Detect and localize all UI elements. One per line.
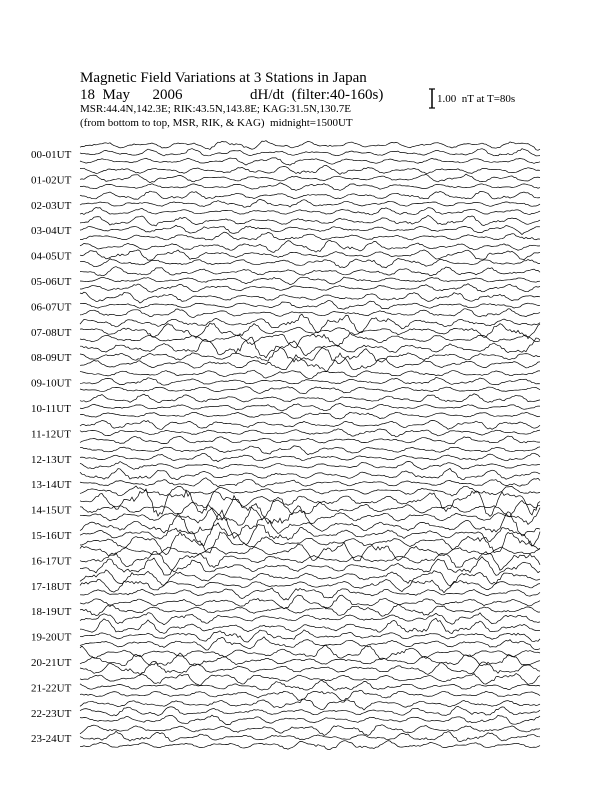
trace-rik-20-21ut bbox=[80, 653, 540, 666]
hour-label: 13-14UT bbox=[31, 479, 72, 492]
trace-rik-01-02ut bbox=[80, 174, 540, 183]
scale-bar bbox=[429, 89, 435, 108]
trace-msr-14-15ut bbox=[80, 504, 540, 525]
trace-msr-23-24ut bbox=[80, 741, 540, 750]
trace-kag-11-12ut bbox=[80, 420, 540, 429]
hour-label: 00-01UT bbox=[31, 149, 72, 161]
trace-rik-21-22ut bbox=[80, 680, 540, 690]
trace-rik-13-14ut bbox=[80, 478, 540, 487]
hour-label: 15-16UT bbox=[31, 530, 72, 542]
trace-msr-22-23ut bbox=[80, 715, 540, 725]
hour-label: 06-07UT bbox=[31, 301, 72, 314]
trace-kag-10-11ut bbox=[80, 394, 540, 403]
hour-label: 03-04UT bbox=[31, 225, 72, 238]
trace-msr-19-20ut bbox=[80, 637, 540, 650]
hour-label: 10-11UT bbox=[31, 403, 71, 415]
hour-label: 01-02UT bbox=[31, 174, 72, 187]
trace-kag-22-23ut bbox=[80, 699, 540, 710]
hour-label: 21-22UT bbox=[31, 682, 72, 695]
trace-rik-02-03ut bbox=[80, 199, 540, 207]
trace-rik-11-12ut bbox=[80, 429, 540, 437]
trace-rik-06-07ut bbox=[80, 301, 540, 310]
trace-msr-09-10ut bbox=[80, 387, 540, 394]
trace-msr-02-03ut bbox=[80, 208, 540, 215]
trace-kag-00-01ut bbox=[80, 141, 540, 151]
hour-label: 17-18UT bbox=[31, 580, 72, 593]
chart-title: Magnetic Field Variations at 3 Stations in Japan bbox=[80, 70, 367, 86]
quantity-label: dH/dt (filter:40-160s) bbox=[250, 87, 384, 103]
traces bbox=[80, 141, 540, 750]
trace-msr-12-13ut bbox=[80, 462, 540, 470]
trace-kag-15-16ut bbox=[80, 510, 540, 538]
trace-rik-03-04ut bbox=[80, 225, 540, 234]
trace-kag-12-13ut bbox=[80, 446, 540, 455]
trace-msr-11-12ut bbox=[80, 436, 540, 444]
trace-kag-02-03ut bbox=[80, 191, 540, 199]
trace-msr-18-19ut bbox=[80, 613, 540, 625]
hour-label: 18-19UT bbox=[31, 606, 72, 619]
hour-label: 19-20UT bbox=[31, 631, 72, 644]
hour-label: 11-12UT bbox=[31, 428, 71, 441]
trace-msr-21-22ut bbox=[80, 690, 540, 700]
trace-msr-03-04ut bbox=[80, 232, 540, 240]
scale-label: 1.00 nT at T=80s bbox=[437, 93, 516, 105]
trace-kag-07-08ut bbox=[80, 314, 540, 332]
trace-msr-00-01ut bbox=[80, 158, 540, 165]
trace-rik-23-24ut bbox=[80, 731, 540, 741]
trace-rik-00-01ut bbox=[80, 149, 540, 156]
trace-kag-06-07ut bbox=[80, 292, 540, 303]
trace-rik-22-23ut bbox=[80, 706, 540, 716]
trace-kag-18-19ut bbox=[80, 595, 540, 609]
trace-kag-13-14ut bbox=[80, 468, 540, 479]
trace-rik-05-06ut bbox=[80, 277, 540, 285]
hour-label: 02-03UT bbox=[31, 199, 72, 212]
trace-msr-15-16ut bbox=[80, 532, 540, 555]
trace-kag-05-06ut bbox=[80, 267, 540, 276]
trace-kag-14-15ut bbox=[80, 489, 540, 517]
trace-rik-10-11ut bbox=[80, 403, 540, 411]
trace-kag-01-02ut bbox=[80, 165, 540, 174]
trace-msr-20-21ut bbox=[80, 661, 540, 674]
trace-kag-23-24ut bbox=[80, 725, 540, 736]
trace-kag-09-10ut bbox=[80, 370, 540, 379]
hour-label: 20-21UT bbox=[31, 657, 72, 669]
trace-msr-05-06ut bbox=[80, 284, 540, 292]
trace-rik-12-13ut bbox=[80, 453, 540, 462]
hour-label: 16-17UT bbox=[31, 555, 72, 568]
trace-kag-08-09ut bbox=[80, 337, 540, 358]
trace-rik-19-20ut bbox=[80, 630, 540, 642]
hour-label: 14-15UT bbox=[31, 504, 72, 517]
trace-msr-07-08ut bbox=[80, 333, 540, 348]
trace-kag-03-04ut bbox=[80, 215, 540, 226]
trace-kag-04-05ut bbox=[80, 240, 540, 252]
trace-rik-16-17ut bbox=[80, 551, 540, 570]
trace-msr-06-07ut bbox=[80, 309, 540, 318]
hour-label: 05-06UT bbox=[31, 276, 72, 288]
trace-kag-20-21ut bbox=[80, 645, 540, 659]
hour-label: 08-09UT bbox=[31, 352, 72, 365]
hour-label: 07-08UT bbox=[31, 326, 72, 339]
trace-kag-19-20ut bbox=[80, 618, 540, 633]
trace-kag-21-22ut bbox=[80, 674, 540, 686]
date-label: 18 May 2006 bbox=[80, 87, 183, 103]
trace-msr-10-11ut bbox=[80, 412, 540, 419]
order-note: (from bottom to top, MSR, RIK, & KAG) midnight=1500UT bbox=[80, 117, 353, 129]
trace-rik-18-19ut bbox=[80, 604, 540, 616]
hour-label: 22-23UT bbox=[31, 707, 72, 720]
hour-labels bbox=[31, 149, 72, 745]
hour-label: 12-13UT bbox=[31, 453, 72, 466]
trace-kag-17-18ut bbox=[80, 570, 540, 586]
hour-label: 04-05UT bbox=[31, 250, 72, 263]
stations-label: MSR:44.4N,142.3E; RIK:43.5N,143.8E; KAG:31.5N,130.7E bbox=[80, 103, 352, 115]
trace-msr-17-18ut bbox=[80, 588, 540, 600]
trace-msr-13-14ut bbox=[80, 486, 540, 496]
hour-label: 23-24UT bbox=[31, 733, 72, 746]
trace-msr-01-02ut bbox=[80, 183, 540, 191]
hour-label: 09-10UT bbox=[31, 377, 72, 390]
trace-rik-04-05ut bbox=[80, 250, 540, 260]
trace-rik-15-16ut bbox=[80, 523, 540, 546]
trace-msr-08-09ut bbox=[80, 353, 540, 372]
